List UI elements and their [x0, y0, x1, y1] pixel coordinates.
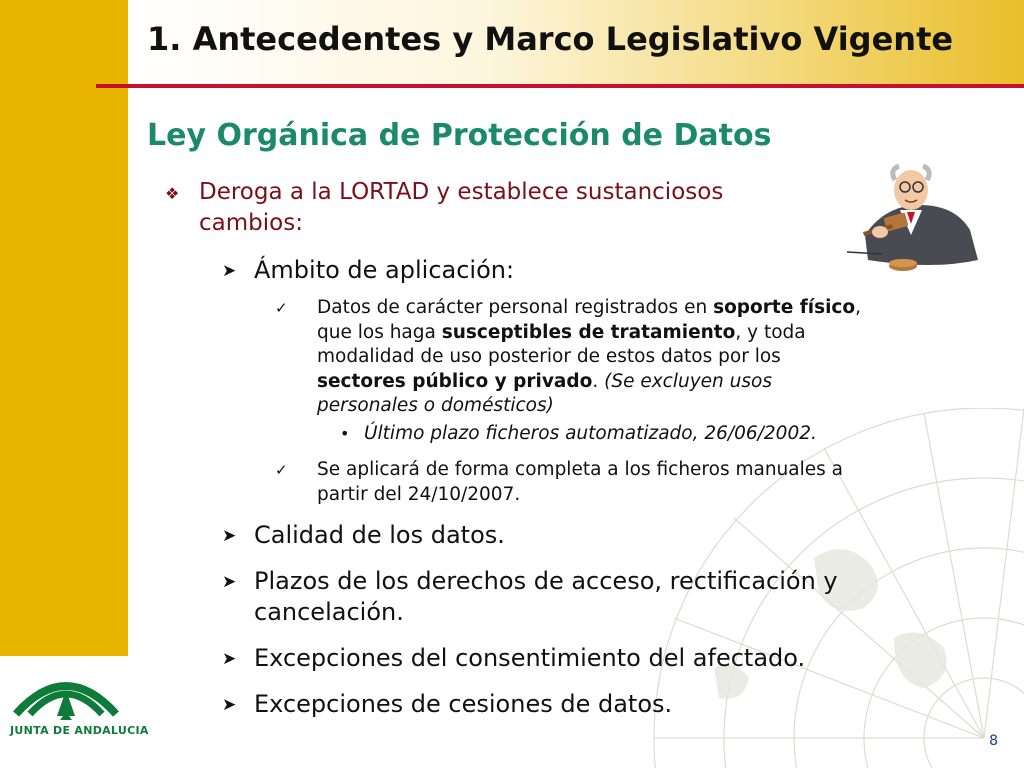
arrowhead-bullet-icon: ➤ [222, 261, 237, 281]
arrowhead-bullet-icon: ➤ [222, 695, 237, 715]
diamond-bullet-icon: ❖ [165, 184, 180, 203]
side-band [0, 0, 128, 656]
page-title: 1. Antecedentes y Marco Legislativo Vigente [147, 20, 954, 58]
bullet-cesiones-text: Excepciones de cesiones de datos. [254, 690, 673, 718]
bullet-calidad-text: Calidad de los datos. [254, 521, 505, 549]
bullet-cesiones [222, 689, 862, 721]
bullet-consentimiento [222, 643, 862, 675]
datos-italic-excluyen: (Se excluyen usos personales o domésticos) [317, 370, 772, 416]
checkmark-bullet-icon: ✓ [275, 461, 288, 479]
bullet-manuales [275, 458, 865, 510]
bullet-datos [275, 296, 865, 420]
bullet-plazos-text: Plazos de los derechos de acceso, rectificación y cancelación. [254, 567, 838, 626]
arrowhead-bullet-icon: ➤ [222, 649, 237, 669]
datos-bold-tratamiento: susceptibles de tratamiento [441, 321, 736, 343]
bullet-consentimiento-text: Excepciones del consentimiento del afectado. [254, 644, 806, 672]
datos-text-2: , que los haga [317, 297, 862, 343]
datos-text-1: Datos de carácter personal registrados en [317, 297, 714, 318]
bullet-ambito [222, 255, 862, 287]
datos-text-4: . [592, 370, 605, 392]
datos-bold-soporte: soporte físico [713, 297, 856, 318]
bullet-datos-text [317, 296, 867, 419]
bullet-main-text: Deroga a la LORTAD y establece sustanciosos cambios: [199, 179, 724, 236]
bullet-main [165, 177, 805, 239]
checkmark-bullet-icon: ✓ [275, 299, 288, 317]
arrowhead-bullet-icon: ➤ [222, 526, 237, 546]
bullet-plazo-text: Último plazo ficheros automatizado, 26/06/2002. [364, 423, 817, 444]
dot-bullet-icon: • [340, 424, 350, 443]
bullet-plazo [340, 422, 860, 448]
section-title: Ley Orgánica de Protección de Datos [147, 118, 772, 153]
judge-gavel-illustration [845, 160, 980, 278]
bullet-manuales-text: Se aplicará de forma completa a los ficheros manuales a partir del 24/10/2007. [317, 459, 843, 505]
bullet-plazos [222, 566, 862, 628]
datos-text-3: , y toda modalidad de uso posterior de estos datos por los [317, 321, 806, 367]
logo-text: JUNTA DE ANDALUCIA [10, 724, 149, 737]
arrowhead-bullet-icon: ➤ [222, 572, 237, 592]
page-number: 8 [989, 733, 998, 749]
bullet-ambito-text: Ámbito de aplicación: [254, 256, 515, 284]
header-divider [96, 84, 1024, 88]
bullet-calidad [222, 520, 862, 552]
datos-bold-sectores: sectores público y privado [317, 370, 593, 392]
